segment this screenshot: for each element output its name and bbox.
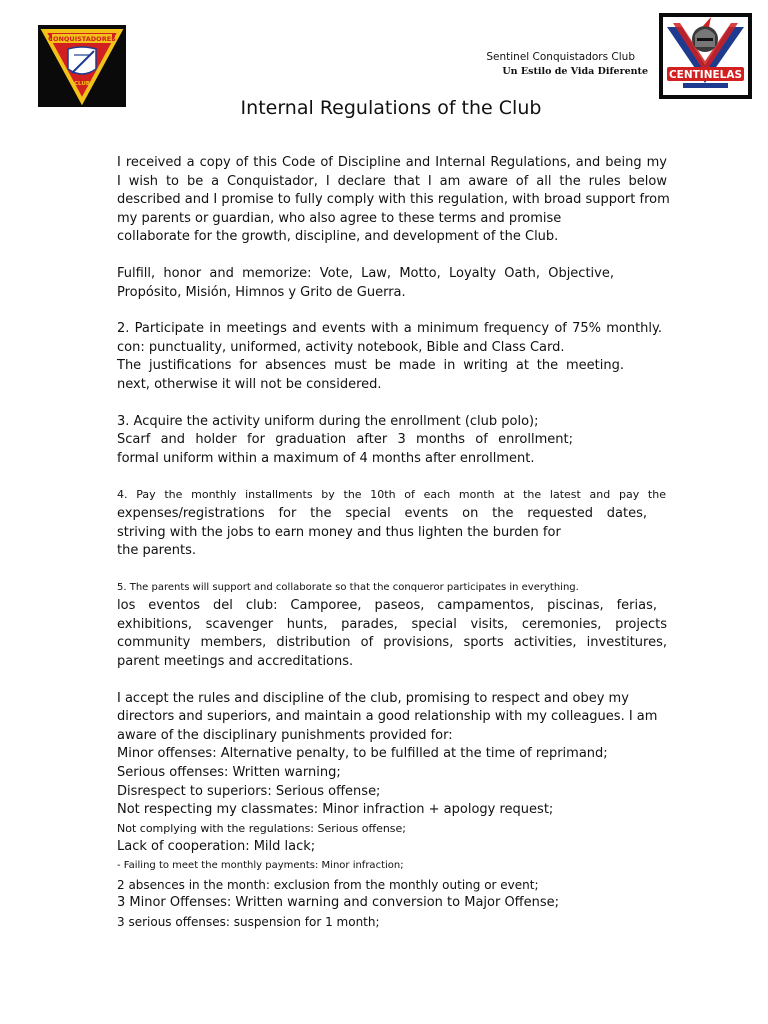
intro-paragraph [117,154,670,247]
text-line: - Failing to meet the monthly payments: Minor infraction; [117,860,404,871]
text-line: collaborate for the growth, discipline, and development of the Club. [117,229,559,245]
text-line: Lack of cooperation: Mild lack; [117,839,316,855]
text-line: the parents. [117,543,196,559]
text-line: parent meetings and accreditations. [117,654,354,670]
text-line: Not respecting my classmates: Minor infraction + apology request; [117,802,554,818]
rule-2-paragraph [117,320,667,394]
logo-left-text: CONQUISTADORES [48,35,116,43]
text-line: next, otherwise it will not be considered. [117,376,382,392]
text-line: 2. Participate in meetings and events with a minimum frequency of 75% monthly. [117,321,662,337]
text-line: striving with the jobs to earn money and thus lighten the burden for [117,524,561,540]
regulations-body [117,154,670,949]
text-line: I wish to be a Conquistador, I declare that I am aware of all the rules below [117,173,667,189]
conquistadores-emblem-icon [38,25,126,107]
text-line: Not complying with the regulations: Serious offense; [117,821,407,835]
disciplinary-paragraph [117,690,667,932]
text-line: my parents or guardian, who also agree to these terms and promise [117,210,562,226]
centinelas-logo [659,13,752,99]
text-line: Fulfill, honor and memorize: Vote, Law, Motto, Loyalty Oath, Objective, [117,265,614,281]
text-line: los eventos del club: Camporee, paseos, campamentos, piscinas, ferias, [117,598,657,614]
rule-4-paragraph [117,486,667,560]
text-line: expenses/registrations for the special events on the requested dates, [117,505,647,521]
text-line: Serious offenses: Written warning; [117,765,341,781]
text-line: I accept the rules and discipline of the club, promising to respect and obey my [117,690,629,706]
text-line: Scarf and holder for graduation after 3 months of enrollment; [117,432,573,448]
text-line: formal uniform within a maximum of 4 months after enrollment. [117,450,535,466]
club-header [486,50,648,80]
text-line: 2 absences in the month: exclusion from the monthly outing or event; [117,877,539,892]
text-line: 4. Pay the monthly installments by the 10th of each month at the latest and pay the [117,488,666,502]
text-line: con: punctuality, uniformed, activity notebook, Bible and Class Card. [117,339,565,355]
document-title: Internal Regulations of the Club [240,97,542,119]
text-line: described and I promise to fully comply with this regulation, with broad support from [117,192,670,208]
text-line: Propósito, Misión, Himnos y Grito de Guerra. [117,284,406,300]
text-line: Disrespect to superiors: Serious offense; [117,783,381,799]
text-line: 3. Acquire the activity uniform during the enrollment (club polo); [117,413,539,429]
sentinel-knight-icon [659,13,752,99]
text-line: aware of the disciplinary punishments provided for: [117,727,453,743]
club-name: Sentinel Conquistadors Club [486,51,635,63]
text-line: 5. The parents will support and collaborate so that the conqueror participates in everything. [117,581,579,593]
conquistadores-logo [38,25,126,107]
text-line: Minor offenses: Alternative penalty, to be fulfilled at the time of reprimand; [117,746,608,762]
text-line: I received a copy of this Code of Discipline and Internal Regulations, and being my [117,155,667,170]
rule-3-paragraph [117,413,667,469]
text-line: The justifications for absences must be made in writing at the meeting. [117,358,624,374]
text-line: exhibitions, scavenger hunts, parades, special visits, ceremonies, projects [117,616,667,632]
logo-left-sub: CLUB [73,81,91,87]
rule-1-paragraph [117,265,667,302]
text-line: community members, distribution of provisions, sports activities, investitures, [117,635,667,651]
text-line: 3 serious offenses: suspension for 1 month; [117,914,380,929]
text-line: 3 Minor Offenses: Written warning and conversion to Major Offense; [117,895,560,911]
rule-5-paragraph [117,579,667,672]
club-tagline: Un Estilo de Vida Diferente [502,66,648,77]
text-line: directors and superiors, and maintain a good relationship with my colleagues. I am [117,709,658,725]
logo-right-text: CENTINELAS [668,69,743,81]
